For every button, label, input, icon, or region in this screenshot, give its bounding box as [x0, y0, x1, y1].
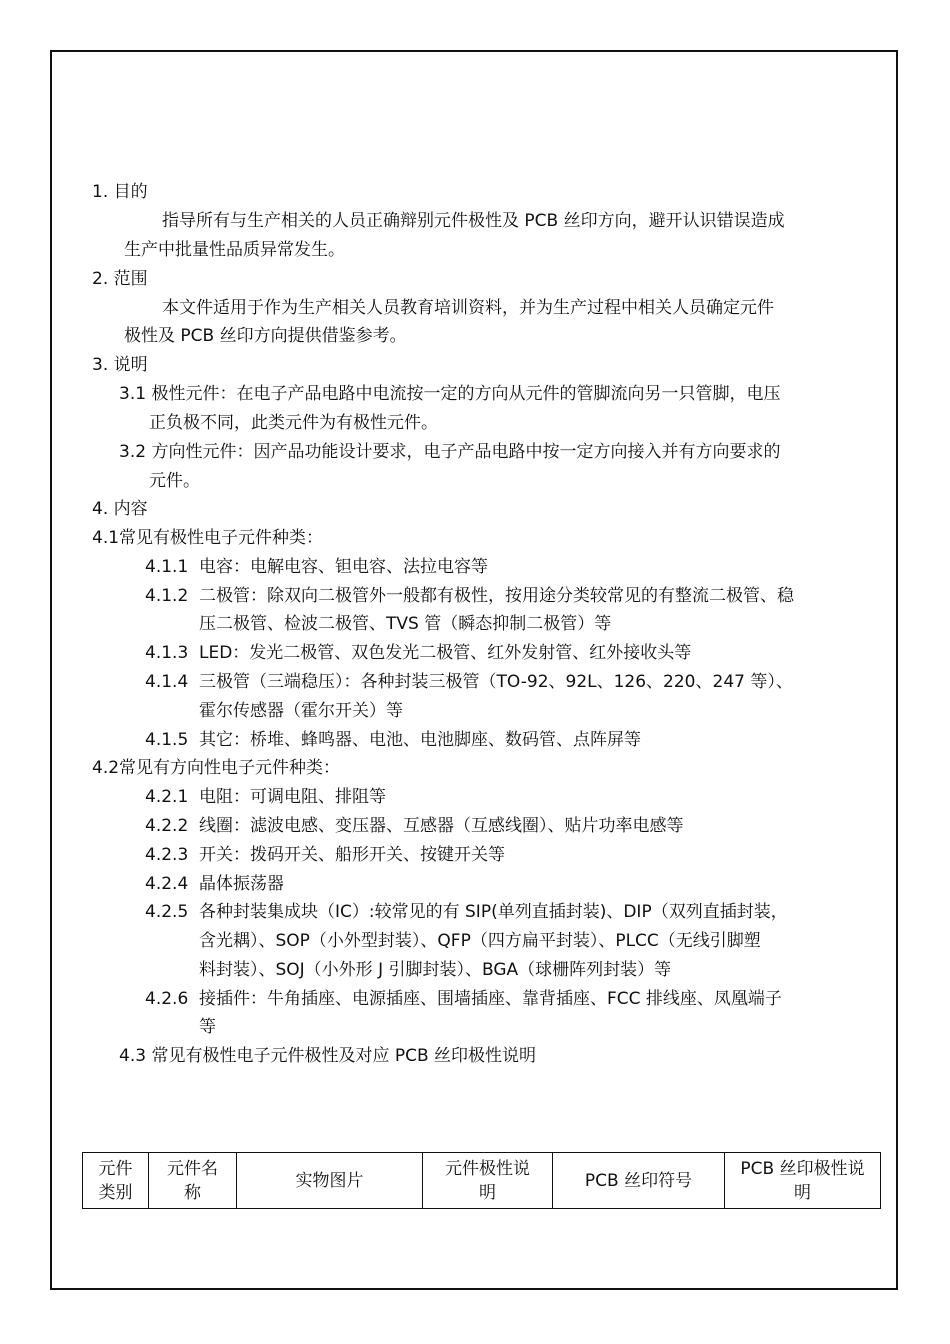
item-number: 4.1.3 — [145, 643, 189, 663]
polarity-table-header — [82, 1152, 881, 1209]
header-text: 类别 — [98, 1182, 133, 1203]
section-1-text-line-1: 指导所有与生产相关的人员正确辩别元件极性及 PCB 丝印方向，避开认识错误造成 — [162, 211, 785, 231]
header-polarity-desc — [423, 1153, 553, 1209]
item-3-2-line-2: 元件。 — [149, 471, 200, 491]
header-text: PCB 丝印极性说 — [740, 1158, 865, 1179]
item-3-1-line-2: 正负极不同，此类元件为有极性元件。 — [149, 413, 438, 433]
item-4-1-4-line-1: 三极管（三端稳压）：各种封装三极管（TO-92、92L、126、220、247 等）、 — [199, 672, 793, 692]
section-2-text-line-1: 本文件适用于作为生产相关人员教育培训资料，并为生产过程中相关人员确定元件 — [162, 298, 774, 318]
item-number: 4.2.5 — [145, 902, 189, 922]
header-text: 称 — [184, 1182, 201, 1203]
header-component-name — [149, 1153, 237, 1209]
item-4-2-4-line-1: 晶体振荡器 — [199, 874, 284, 894]
item-4-1-4-line-2: 霍尔传感器（霍尔开关）等 — [199, 701, 403, 721]
item-4-2-1-line-1: 电阻：可调电阻、排阻等 — [199, 787, 386, 807]
item-number: 4.1.1 — [145, 557, 189, 577]
item-4-2-6-line-1: 接插件：牛角插座、电源插座、围墙插座、靠背插座、FCC 排线座、凤凰端子 — [199, 989, 782, 1009]
item-4-2-2-line-1: 线圈：滤波电感、变压器、互感器（互感线圈）、贴片功率电感等 — [199, 816, 684, 836]
subsection-4-1-title: 4.1常见有极性电子元件种类： — [92, 528, 324, 548]
section-1-heading: 1. 目的 — [92, 182, 148, 202]
item-4-2-6-line-2: 等 — [199, 1017, 216, 1037]
section-2-heading: 2. 范围 — [92, 269, 148, 289]
item-4-2-3-line-1: 开关：拨码开关、船形开关、按键开关等 — [199, 845, 505, 865]
section-2-text-line-2: 极性及 PCB 丝印方向提供借鉴参考。 — [124, 326, 407, 346]
item-4-2-5-line-2: 含光耦）、SOP（小外型封装）、QFP（四方扁平封装）、PLCC（无线引脚塑 — [199, 931, 761, 951]
section-4-heading: 4. 内容 — [92, 499, 148, 519]
item-4-2-5-line-1: 各种封装集成块（IC）:较常见的有 SIP(单列直插封装)、DIP（双列直插封装， — [199, 902, 788, 922]
item-number: 4.1.5 — [145, 730, 189, 750]
item-4-1-5-line-1: 其它：桥堆、蜂鸣器、电池、电池脚座、数码管、点阵屏等 — [199, 730, 641, 750]
page-border — [50, 50, 898, 1290]
header-text: 元件名 — [167, 1158, 218, 1179]
item-3-2-line-1: 3.2 方向性元件：因产品功能设计要求，电子产品电路中按一定方向接入并有方向要求的 — [119, 442, 781, 462]
item-4-1-2-line-2: 压二极管、检波二极管、TVS 管（瞬态抑制二极管）等 — [199, 614, 612, 634]
subsection-4-2-title: 4.2常见有方向性电子元件种类： — [92, 758, 341, 778]
header-photo — [237, 1153, 423, 1209]
item-3-1-line-1: 3.1 极性元件：在电子产品电路中电流按一定的方向从元件的管脚流向另一只管脚，电压 — [119, 384, 781, 404]
header-pcb-polarity-desc — [725, 1153, 881, 1209]
item-number: 4.1.4 — [145, 672, 189, 692]
header-component-category — [83, 1153, 149, 1209]
item-number: 4.2.2 — [145, 816, 189, 836]
header-text: PCB 丝印符号 — [584, 1170, 693, 1191]
item-4-1-1-line-1: 电容：电解电容、钽电容、法拉电容等 — [199, 557, 488, 577]
table-header-row — [83, 1153, 881, 1209]
item-4-2-5-line-3: 料封装）、SOJ（小外形 J 引脚封装）、BGA（球栅阵列封装）等 — [199, 960, 672, 980]
item-number: 4.2.4 — [145, 874, 189, 894]
item-4-1-3-line-1: LED：发光二极管、双色发光二极管、红外发射管、红外接收头等 — [199, 643, 692, 663]
header-pcb-symbol — [553, 1153, 725, 1209]
section-1-text-line-2: 生产中批量性品质异常发生。 — [124, 240, 345, 260]
header-text: 明 — [794, 1182, 811, 1203]
subsection-4-3-title: 4.3 常见有极性电子元件极性及对应 PCB 丝印极性说明 — [119, 1046, 537, 1066]
header-text: 明 — [479, 1182, 496, 1203]
header-text: 元件 — [98, 1158, 133, 1179]
item-number: 4.2.1 — [145, 787, 189, 807]
item-number: 4.2.3 — [145, 845, 189, 865]
item-number: 4.2.6 — [145, 989, 189, 1009]
header-text: 实物图片 — [295, 1170, 364, 1191]
item-4-1-2-line-1: 二极管：除双向二极管外一般都有极性，按用途分类较常见的有整流二极管、稳 — [199, 586, 794, 606]
section-3-heading: 3. 说明 — [92, 355, 148, 375]
item-number: 4.1.2 — [145, 586, 189, 606]
header-text: 元件极性说 — [445, 1158, 530, 1179]
